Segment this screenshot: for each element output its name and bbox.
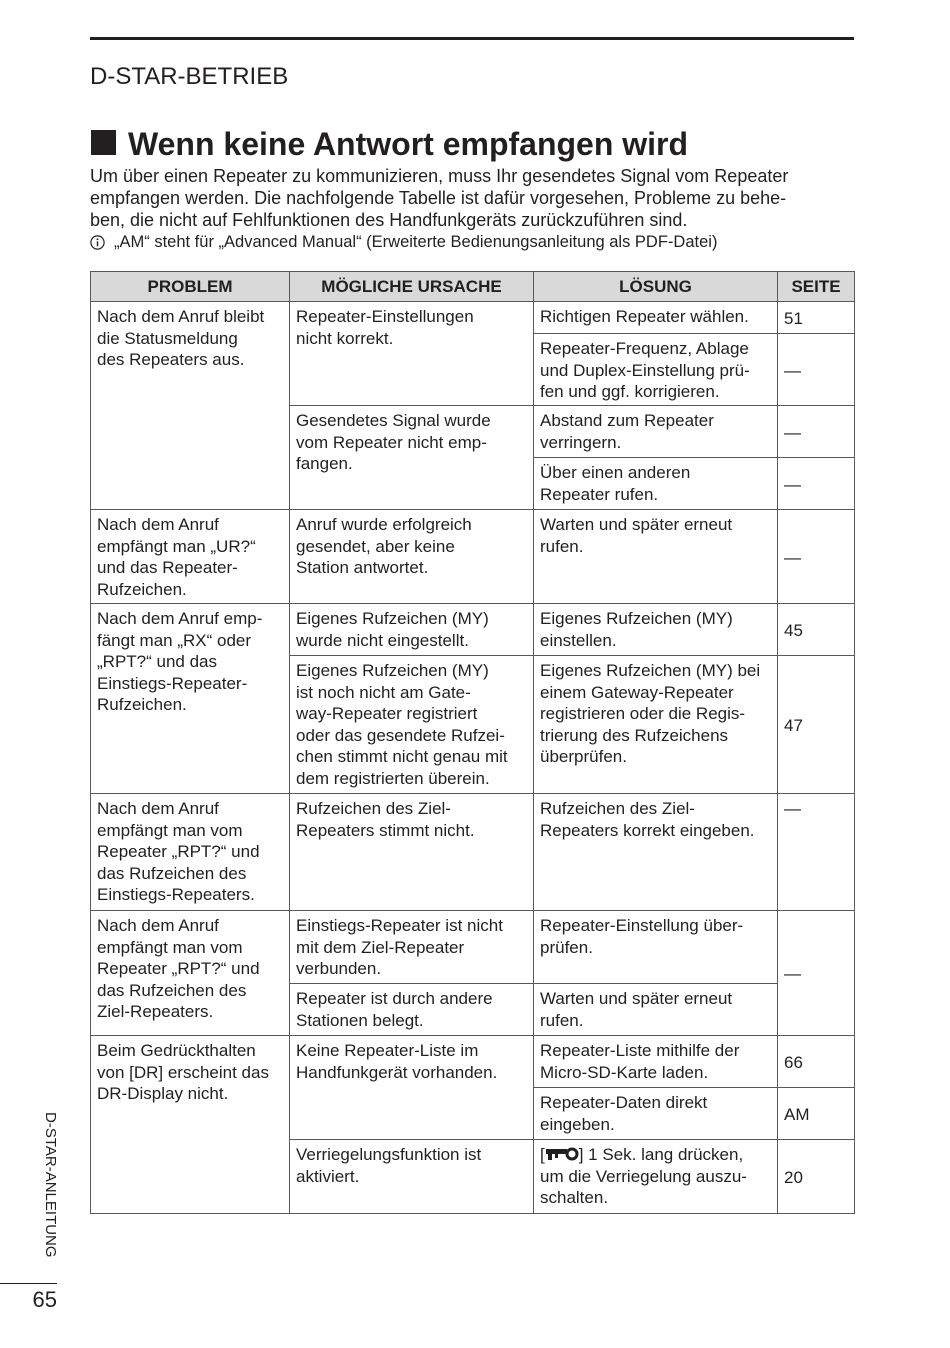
solution-cell: Richtigen Repeater wählen. [534, 302, 778, 334]
page-cell: — [778, 510, 855, 604]
cause-cell: Verriegelungsfunktion ist aktiviert. [290, 1140, 534, 1214]
solution-cell: Rufzeichen des Ziel- Repeaters korrekt eingeben. [534, 794, 778, 911]
table-body [91, 302, 855, 1214]
table-row [91, 510, 855, 604]
problem-cell: Beim Gedrückthalten von [DR] erscheint das DR-Display nicht. [91, 1036, 290, 1214]
page-cell: 47 [778, 656, 855, 794]
problem-cell: Nach dem Anruf empfängt man vom Repeater „RPT?“ und das Rufzeichen des Einstiegs-Repeaters. [91, 794, 290, 911]
troubleshooting-table [90, 271, 855, 1214]
header-page: SEITE [778, 272, 855, 302]
table-row [91, 604, 855, 656]
header-solution: LÖSUNG [534, 272, 778, 302]
top-rule [90, 37, 854, 40]
page-cell: 51 [778, 302, 855, 334]
note-text: „AM“ steht für „Advanced Manual“ (Erweiterte Bedienungsanleitung als PDF-Datei) [114, 233, 718, 251]
page-cell: — [778, 458, 855, 510]
table-header-row [91, 272, 855, 302]
solution-cell: Eigenes Rufzeichen (MY) bei einem Gateway-Repeater registrieren oder die Regis- trierung des Rufzeichens überprüfen. [534, 656, 778, 794]
table-row [91, 794, 855, 911]
solution-cell [534, 1140, 778, 1214]
side-rule [0, 1283, 57, 1284]
heading-square-icon [91, 130, 116, 155]
problem-cell: Nach dem Anruf empfängt man vom Repeater „RPT?“ und das Rufzeichen des Ziel-Repeaters. [91, 911, 290, 1036]
key-icon [545, 1146, 579, 1162]
page-cell: — [778, 911, 855, 1036]
header-problem: PROBLEM [91, 272, 290, 302]
page-title: Wenn keine Antwort empfangen wird [128, 126, 689, 162]
solution-cell: Repeater-Frequenz, Ablage und Duplex-Einstellung prü- fen und ggf. korrigieren. [534, 334, 778, 406]
page-cell: AM [778, 1088, 855, 1140]
solution-text: ] 1 Sek. lang drücken, um die Verriegelung auszu- schalten. [540, 1145, 747, 1208]
solution-cell: Warten und später erneut rufen. [534, 984, 778, 1036]
table-row [91, 911, 855, 984]
page-number: 65 [32, 1287, 57, 1312]
solution-cell: Warten und später erneut rufen. [534, 510, 778, 604]
page-cell: 45 [778, 604, 855, 656]
section-label: D-STAR-BETRIEB [90, 63, 289, 90]
problem-cell: Nach dem Anruf emp- fängt man „RX“ oder „RPT?“ und das Einstiegs-Repeater- Rufzeichen. [91, 604, 290, 794]
cause-cell: Eigenes Rufzeichen (MY) wurde nicht eingestellt. [290, 604, 534, 656]
cause-cell: Repeater-Einstellungen nicht korrekt. [290, 302, 534, 406]
intro-paragraph: Um über einen Repeater zu kommunizieren, muss Ihr gesendetes Signal vom Repeater empfangen werden. Die nachfolgende Tabelle ist dafür vorgesehen, Probleme zu behe- ben, die nicht auf Fehlfunktionen des Handfunkgeräts zurückzuführen sind. [90, 166, 789, 230]
page-cell: 20 [778, 1140, 855, 1214]
solution-cell: Repeater-Einstellung über- prüfen. [534, 911, 778, 984]
cause-cell: Einstiegs-Repeater ist nicht mit dem Ziel-Repeater verbunden. [290, 911, 534, 984]
cause-cell: Anruf wurde erfolgreich gesendet, aber keine Station antwortet. [290, 510, 534, 604]
solution-cell: Eigenes Rufzeichen (MY) einstellen. [534, 604, 778, 656]
cause-cell: Eigenes Rufzeichen (MY) ist noch nicht am Gate- way-Repeater registriert oder das gesendete Rufzei- chen stimmt nicht genau mit dem registrierten überein. [290, 656, 534, 794]
cause-cell: Rufzeichen des Ziel- Repeaters stimmt nicht. [290, 794, 534, 911]
solution-cell: Abstand zum Repeater verringern. [534, 406, 778, 458]
table-header [91, 272, 855, 302]
table-row [91, 302, 855, 334]
page-cell: 66 [778, 1036, 855, 1088]
cause-cell: Keine Repeater-Liste im Handfunkgerät vorhanden. [290, 1036, 534, 1140]
problem-cell: Nach dem Anruf bleibt die Statusmeldung des Repeaters aus. [91, 302, 290, 510]
cause-cell: Gesendetes Signal wurde vom Repeater nicht emp- fangen. [290, 406, 534, 510]
problem-cell: Nach dem Anruf empfängt man „UR?“ und das Repeater- Rufzeichen. [91, 510, 290, 604]
solution-cell: Repeater-Liste mithilfe der Micro-SD-Karte laden. [534, 1036, 778, 1088]
page-cell: — [778, 794, 855, 911]
cause-cell: Repeater ist durch andere Stationen belegt. [290, 984, 534, 1036]
bracket-open: [ [540, 1145, 545, 1164]
info-icon [90, 235, 105, 250]
solution-cell: Repeater-Daten direkt eingeben. [534, 1088, 778, 1140]
side-label: D-STAR-ANLEITUNG [42, 1112, 59, 1258]
page-cell: — [778, 334, 855, 406]
page-cell: — [778, 406, 855, 458]
header-cause: MÖGLICHE URSACHE [290, 272, 534, 302]
table-row [91, 1036, 855, 1088]
solution-cell: Über einen anderen Repeater rufen. [534, 458, 778, 510]
